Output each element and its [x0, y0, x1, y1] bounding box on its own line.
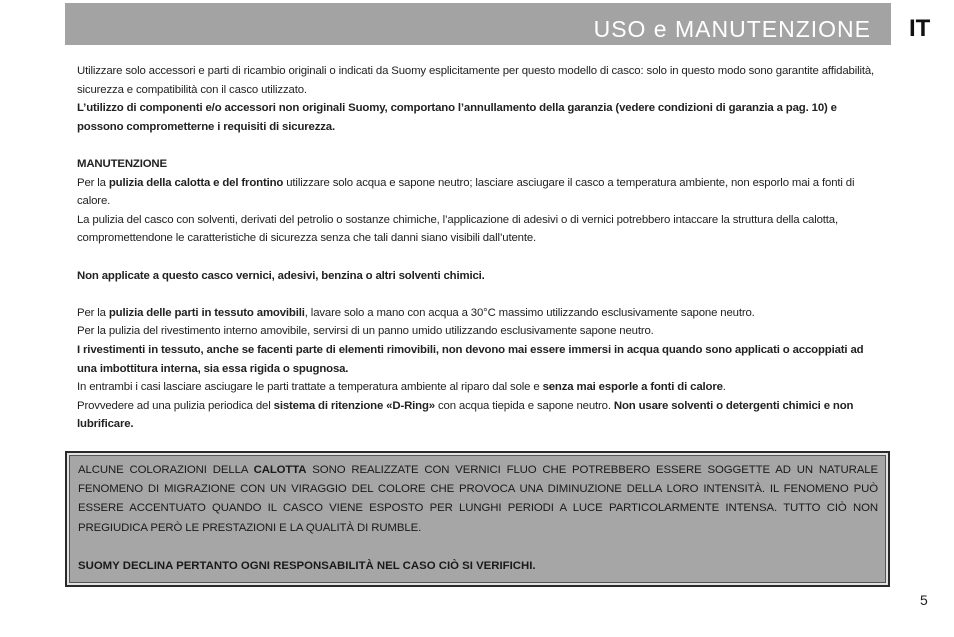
text-run: Provvedere ad una pulizia periodica del [77, 399, 274, 412]
notice-disclaimer: SUOMY DECLINA PERTANTO OGNI RESPONSABILITÀ NEL CASO CIÒ SI VERIFICHI. [78, 559, 536, 572]
spacer [77, 285, 878, 304]
text-run: SONO REALIZZATE CON VERNICI FLUO CHE POTREBBERO ESSERE SOGGETTE AD UN NATURALE FENOMENO DI MIGRAZIONE CON UN VIRAGGIO DEL COLORE CHE PROVOCA UNA DIMINUZIONE DELLA LORO INTENSITÀ. IL FENOMENO PUÒ ESSERE ACCENTUATO QUANDO IL CASCO VIENE ESPOSTO PER LUNGHI PERIODI A LUCE PARTICOLARMENTE INTENSA. TUTTO CIÒ NON PREGIUDICA PERÒ LE PRESTAZIONI E LA QUALITÀ DI RUMBLE. [78, 464, 878, 534]
intro-paragraph [77, 62, 878, 99]
drying-paragraph [77, 378, 878, 397]
maintenance-shell-paragraph [77, 174, 878, 211]
text-run: Per la pulizia del rivestimento interno amovibile, servirsi di un panno umido utilizzando esclusivamente sapone neutro. [77, 325, 654, 338]
text-run-bold: Non usare solventi o detergenti chimici e non lubrificare. [77, 399, 854, 431]
fluo-notice-box [65, 451, 890, 587]
fabric-immersion-paragraph [77, 341, 878, 378]
text-run: utilizzare solo acqua e sapone neutro; lasciare asciugare il casco a temperatura ambiente, non esporlo mai a fonti di calore. [77, 176, 855, 208]
warning-text: Non applicate a questo casco vernici, adesivi, benzina o altri solventi chimici. [77, 269, 485, 282]
text-run: Per la [77, 306, 109, 319]
section-heading: MANUTENZIONE [77, 157, 167, 170]
header-bar [65, 3, 891, 45]
content-body [77, 62, 878, 434]
spacer [77, 248, 878, 267]
text-run: , lavare solo a mano con acqua a 30°C massimo utilizzando esclusivamente sapone neutro. [304, 306, 755, 319]
spacer [77, 136, 878, 155]
maintenance-heading [77, 155, 878, 174]
notice-text [78, 461, 878, 538]
page-number: 5 [920, 592, 928, 608]
intro-text: Utilizzare solo accessori e parti di ricambio originali o indicati da Suomy esplicitamente per questo modello di casco: solo in questo modo sono garantite affidabilità, sicurezza e compatibilità con il casco utilizzato. [77, 65, 875, 96]
text-run: In entrambi i casi lasciare asciugare le parti trattate a temperatura ambiente al riparo dal sole e [77, 381, 543, 394]
text-run-bold: I rivestimenti in tessuto, anche se facenti parte di elementi rimovibili, non devono mai essere immersi in acqua quando sono applicati o accoppiati ad una imbottitura interna, sia essa rigida o spugnosa. [77, 343, 864, 375]
text-run-bold: sistema di ritenzione «D-Ring» [273, 399, 435, 412]
page-title: USO e MANUTENZIONE [593, 16, 871, 42]
maintenance-solvents-paragraph [77, 211, 878, 248]
text-run: . [722, 381, 726, 394]
text-run-bold: senza mai esporle a fonti di calore [542, 381, 723, 394]
language-code: IT [909, 15, 931, 42]
text-run-bold: pulizia della calotta e del frontino [108, 176, 284, 189]
intro-warranty-paragraph [77, 99, 878, 136]
warranty-warning-text: L’utilizzo di componenti e/o accessori non originali Suomy, comportano l’annullamento della garanzia (vedere condizioni di garanzia a pag. 10) e possono comprometterne i requisiti di sicurezza. [77, 102, 837, 133]
text-run: Per la [77, 176, 109, 189]
text-run: La pulizia del casco con solventi, derivati del petrolio o sostanze chimiche, l’applicazione di adesivi o di vernici potrebbero intaccare la struttura della calotta, compromettendone le caratteristiche di sicurezza senza che tali danni siano visibili dall’utente. [77, 213, 838, 245]
text-run-bold: CALOTTA [253, 464, 307, 476]
lining-cleaning-paragraph [77, 322, 878, 341]
text-run-bold: pulizia delle parti in tessuto amovibili [108, 306, 305, 319]
text-run: con acqua tiepida e sapone neutro. [434, 399, 614, 412]
text-run: ALCUNE COLORAZIONI DELLA [78, 464, 254, 476]
dring-paragraph [77, 397, 878, 434]
maintenance-warning-paragraph [77, 267, 878, 286]
fabric-cleaning-paragraph [77, 304, 878, 323]
